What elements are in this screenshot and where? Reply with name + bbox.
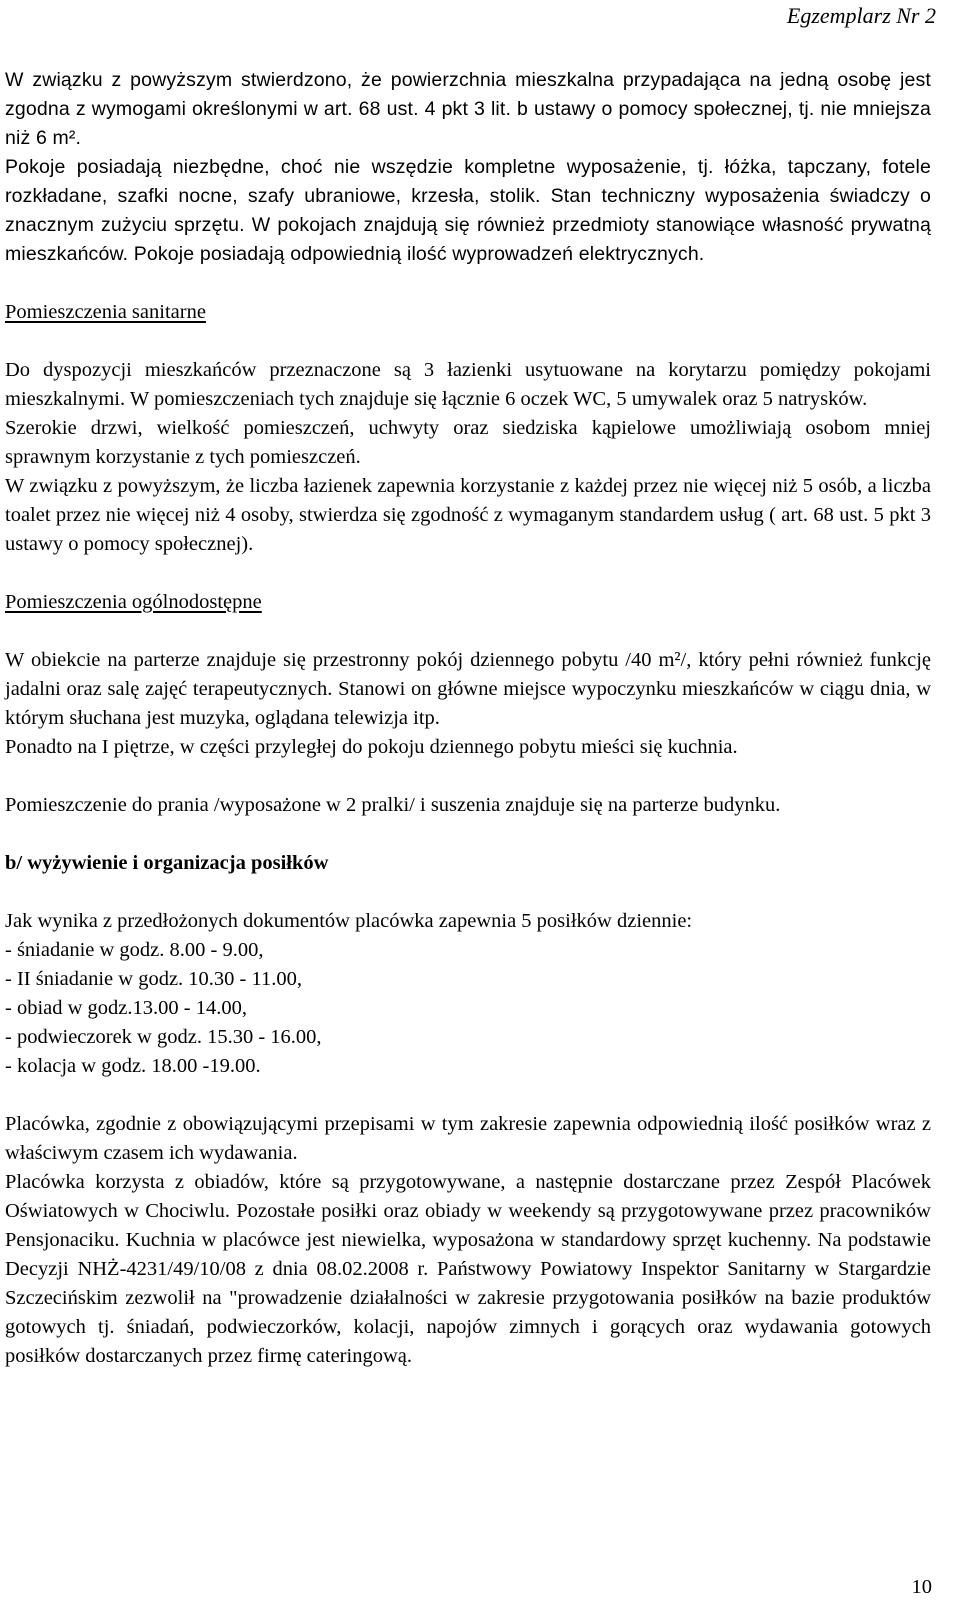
paragraph-catering: Placówka korzysta z obiadów, które są przygotowywane, a następnie dostarczane przez Zespół Placówek Oświatowych w Chociwlu. Pozostałe posiłki oraz obiady w weekendy są przygotowywane przez pracowników Pensjonaciku. Kuchnia w placówce jest niewielka, wyposażona w standardowy sprzęt kuchenny. Na podstawie Decyzji NHŻ-4231/49/10/08 z dnia 08.02.2008 r. Państwowy Powiatowy Inspektor Sanitarny w Stargardzie Szczecińskim zezwolił na "prowadzenie działalności w zakresie przygotowania posiłków na bazie produktów gotowych tj. śniadań, podwieczorków, kolacji, napojów zimnych i gorących oraz wydawania gotowych posiłków dostarczanych przez firmę cateringową.	[5, 1171, 931, 1367]
page-number: 10	[911, 1576, 932, 1598]
paragraph-bathrooms: Do dyspozycji mieszkańców przeznaczone są 3 łazienki usytuowane na korytarzu pomiędzy pokojami mieszkalnymi. W pomieszczeniach tych znajduje się łącznie 6 oczek WC, 5 umywalek oraz 5 natrysków.	[5, 359, 931, 410]
paragraph-day-room: W obiekcie na parterze znajduje się przestronny pokój dziennego pobytu /40 m²/, który pełni również funkcję jadalni oraz salę zajęć terapeutycznych. Stanowi on główne miejsce wypoczynku mieszkańców w ciągu dnia, w którym słuchana jest muzyka, oglądana telewizja itp.	[5, 649, 931, 729]
list-item-meal: - kolacja w godz. 18.00 -19.00.	[5, 1055, 261, 1077]
section-heading-sanitary: Pomieszczenia sanitarne	[5, 301, 206, 323]
paragraph-area-compliance: W związku z powyższym stwierdzono, że powierzchnia mieszkalna przypadająca na jedną osobę jest zgodna z wymogami określonymi w art. 68 ust. 4 pkt 3 lit. b ustawy o pomocy społecznej, tj. nie mniejsza niż 6 m².	[5, 69, 931, 149]
paragraph-accessibility: Szerokie drzwi, wielkość pomieszczeń, uchwyty oraz siedziska kąpielowe umożliwiają osobom mniej sprawnym korzystanie z tych pomieszczeń.	[5, 417, 931, 468]
list-item-meal: - II śniadanie w godz. 10.30 - 11.00,	[5, 968, 302, 990]
paragraph-laundry: Pomieszczenie do prania /wyposażone w 2 pralki/ i suszenia znajduje się na parterze budynku.	[5, 794, 781, 816]
list-item-meal: - obiad w godz.13.00 - 14.00,	[5, 997, 247, 1019]
list-item-meal: - podwieczorek w godz. 15.30 - 16.00,	[5, 1026, 322, 1048]
copy-number-header: Egzemplarz Nr 2	[786, 3, 936, 28]
paragraph-meal-compliance: Placówka, zgodnie z obowiązującymi przepisami w tym zakresie zapewnia odpowiednią ilość posiłków wraz z właściwym czasem ich wydawania.	[5, 1113, 931, 1164]
section-heading-meals: b/ wyżywienie i organizacja posiłków	[5, 852, 329, 874]
paragraph-sanitary-compliance: W związku z powyższym, że liczba łazienek zapewnia korzystanie z każdej przez nie więcej niż 5 osób, a liczba toalet przez nie więcej niż 4 osoby, stwierdza się zgodność z wymaganym standardem usług ( art. 68 ust. 5 pkt 3 ustawy o pomocy społecznej).	[5, 475, 931, 555]
section-heading-common: Pomieszczenia ogólnodostępne	[5, 591, 262, 613]
paragraph-meals-intro: Jak wynika z przedłożonych dokumentów placówka zapewnia 5 posiłków dziennie:	[5, 910, 693, 932]
paragraph-kitchen: Ponadto na I piętrze, w części przyległej do pokoju dziennego pobytu mieści się kuchnia.	[5, 736, 738, 758]
paragraph-room-equipment: Pokoje posiadają niezbędne, choć nie wszędzie kompletne wyposażenie, tj. łóżka, tapczany, fotele rozkładane, szafki nocne, szafy ubraniowe, krzesła, stolik. Stan techniczny wyposażenia świadczy o znacznym zużyciu sprzętu. W pokojach znajdują się również przedmioty stanowiące własność prywatną mieszkańców. Pokoje posiadają odpowiednią ilość wyprowadzeń elektrycznych.	[5, 156, 931, 265]
document-body	[5, 66, 931, 1371]
list-item-meal: - śniadanie w godz. 8.00 - 9.00,	[5, 939, 264, 961]
